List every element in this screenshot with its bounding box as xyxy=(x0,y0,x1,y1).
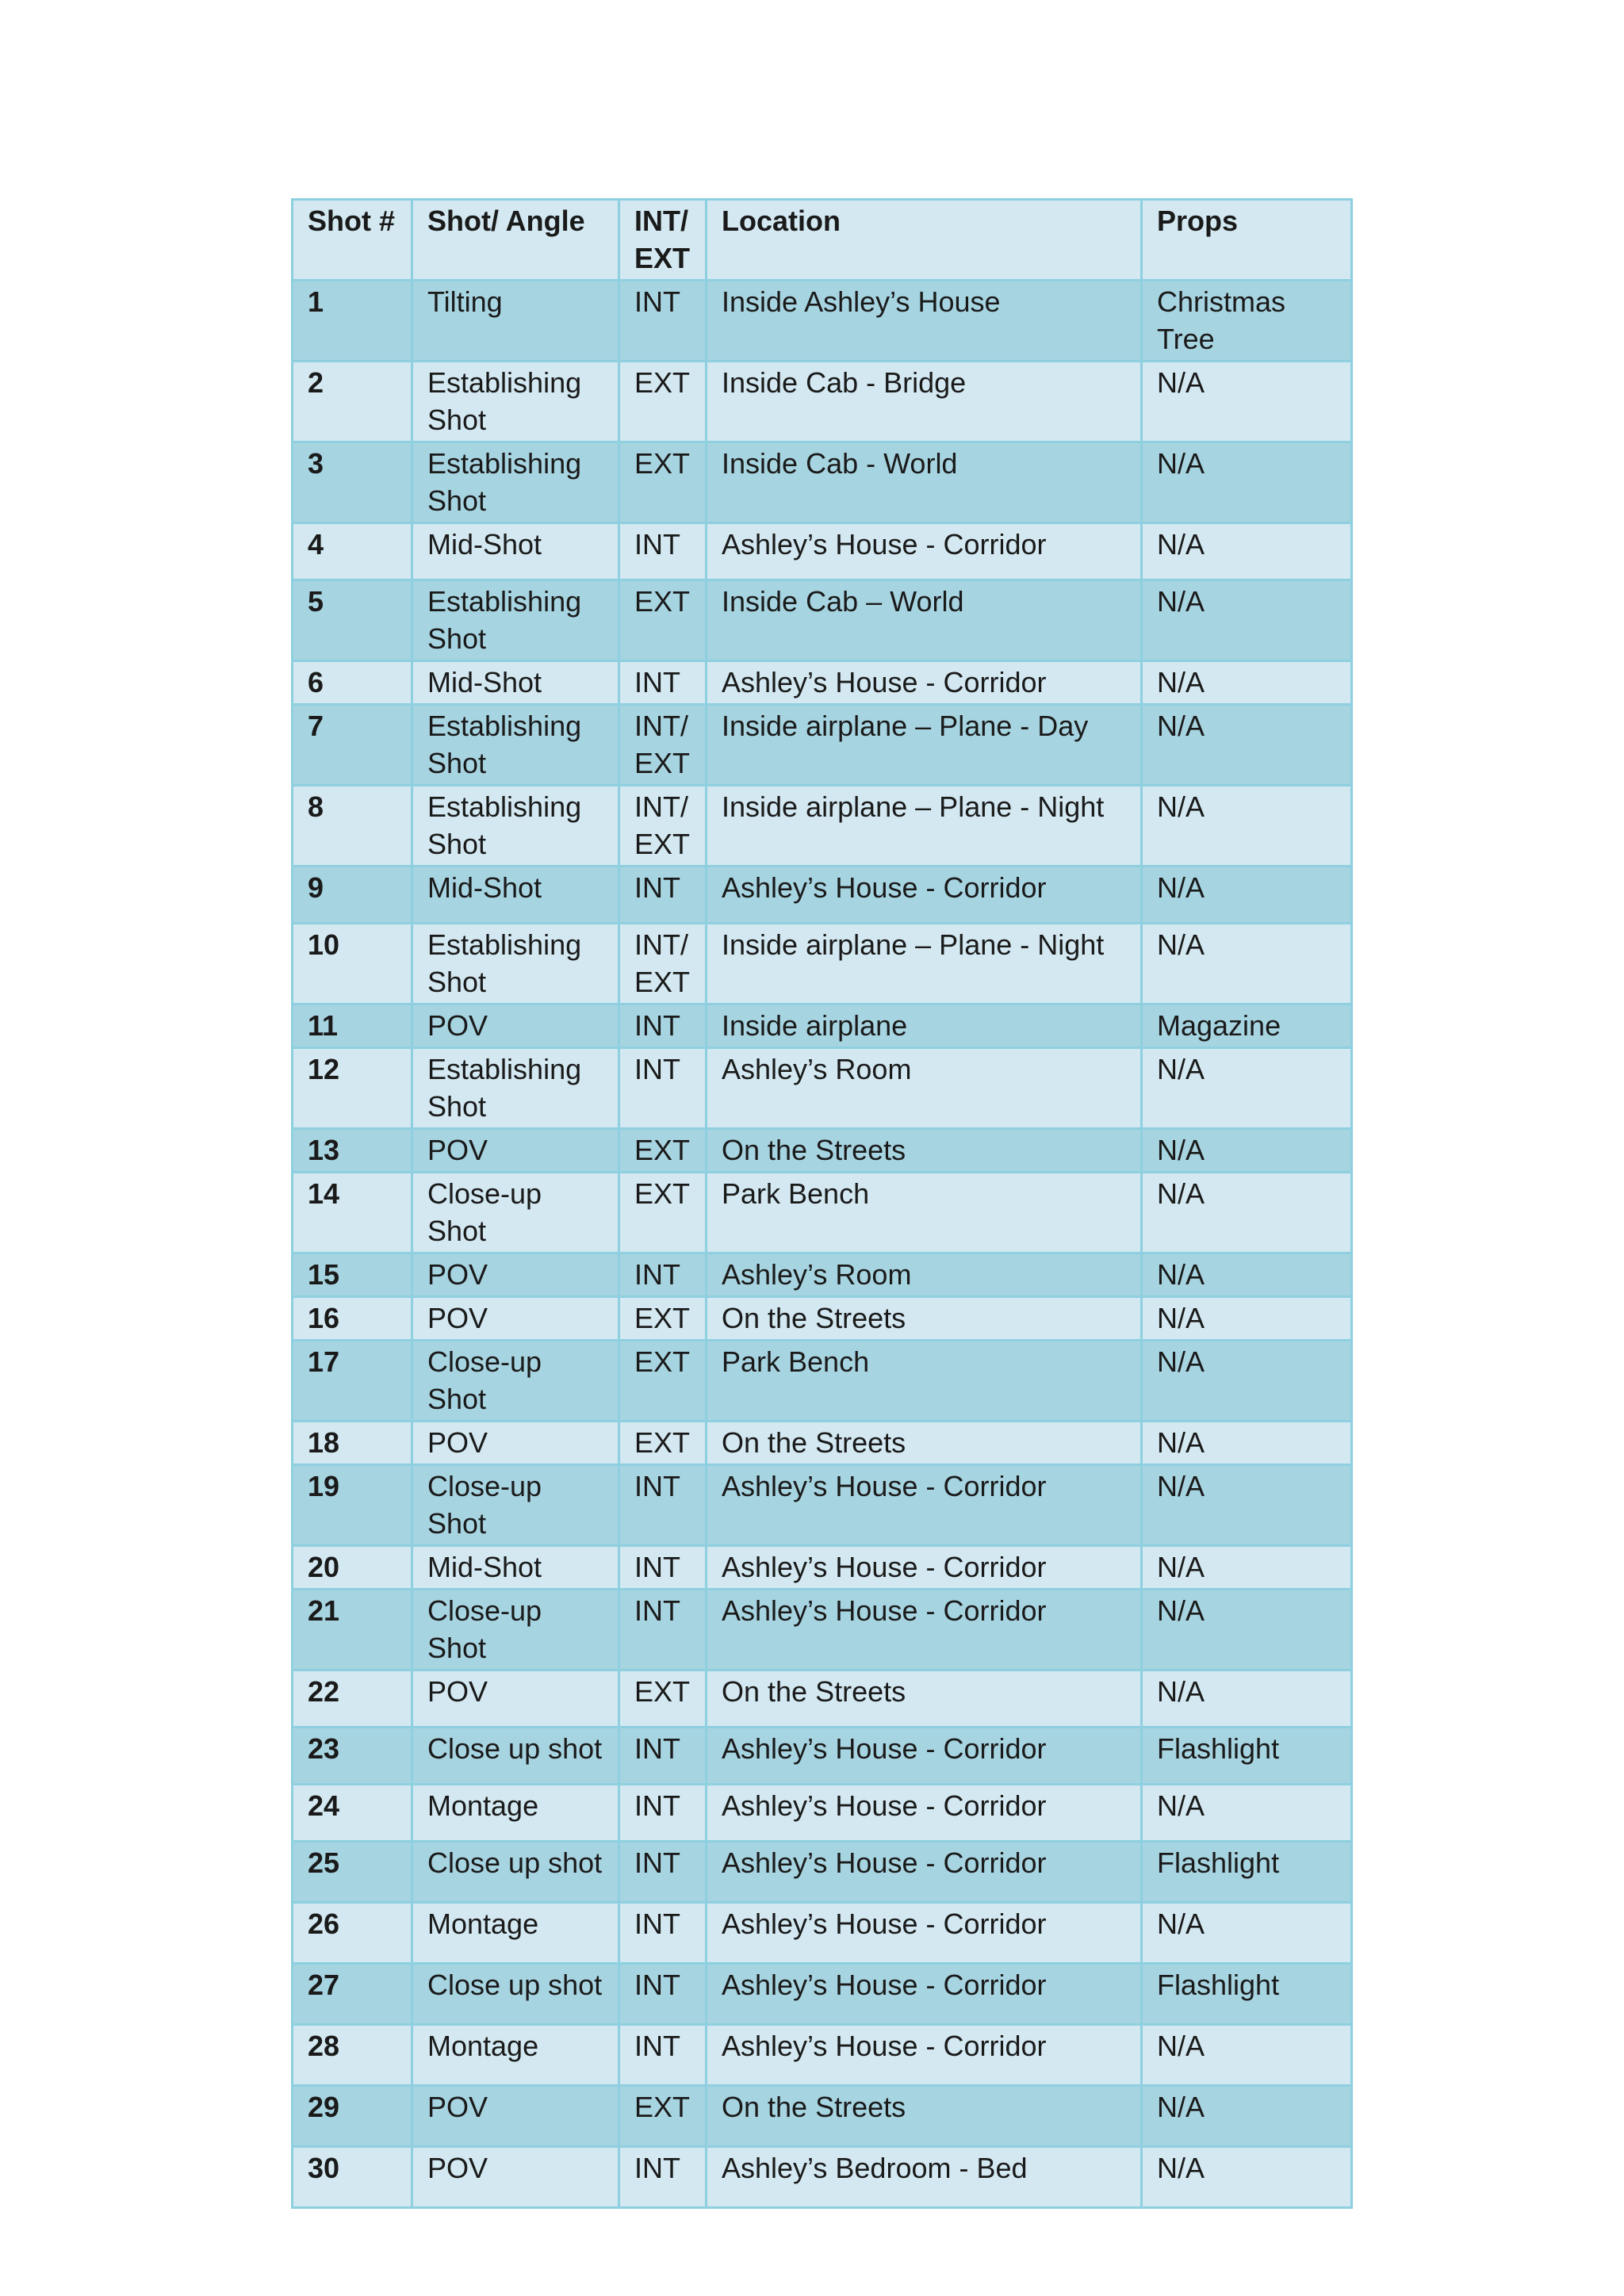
table-row xyxy=(293,1670,1352,1728)
table-row xyxy=(293,1173,1352,1253)
cell-shot-angle: Establishing Shot xyxy=(412,705,619,786)
cell-shot-angle: POV xyxy=(412,1297,619,1341)
cell-shot-angle: POV xyxy=(412,1670,619,1728)
shot-list-table xyxy=(291,198,1353,2209)
cell-location: Inside Cab - World xyxy=(707,442,1142,523)
cell-int-ext: INT xyxy=(619,1590,707,1670)
cell-props: N/A xyxy=(1142,1546,1352,1590)
cell-int-ext: INT xyxy=(619,1004,707,1048)
cell-shot-angle: POV xyxy=(412,1004,619,1048)
cell-shot-number: 26 xyxy=(293,1903,412,1964)
cell-shot-angle: POV xyxy=(412,1129,619,1173)
cell-shot-angle: Close-up Shot xyxy=(412,1590,619,1670)
cell-shot-angle: POV xyxy=(412,1422,619,1465)
cell-int-ext: INT xyxy=(619,867,707,924)
cell-location: Ashley’s House - Corridor xyxy=(707,1590,1142,1670)
cell-props: N/A xyxy=(1142,1173,1352,1253)
cell-props: N/A xyxy=(1142,2147,1352,2208)
cell-int-ext: EXT xyxy=(619,1297,707,1341)
header-props: Props xyxy=(1142,200,1352,281)
cell-props: N/A xyxy=(1142,2025,1352,2086)
cell-shot-angle: Close-up Shot xyxy=(412,1173,619,1253)
cell-location: Ashley’s House - Corridor xyxy=(707,1842,1142,1903)
cell-shot-number: 27 xyxy=(293,1964,412,2025)
cell-shot-angle: Close up shot xyxy=(412,1964,619,2025)
cell-int-ext: EXT xyxy=(619,1173,707,1253)
header-shot-angle: Shot/ Angle xyxy=(412,200,619,281)
cell-props: N/A xyxy=(1142,1903,1352,1964)
cell-props: Christmas Tree xyxy=(1142,281,1352,362)
cell-int-ext: INT xyxy=(619,1785,707,1842)
cell-shot-number: 24 xyxy=(293,1785,412,1842)
table-row xyxy=(293,924,1352,1004)
cell-shot-number: 28 xyxy=(293,2025,412,2086)
cell-shot-angle: Establishing Shot xyxy=(412,442,619,523)
table-row xyxy=(293,1422,1352,1465)
table-row xyxy=(293,1903,1352,1964)
cell-location: Ashley’s House - Corridor xyxy=(707,1785,1142,1842)
cell-int-ext: INT xyxy=(619,1465,707,1546)
table-row xyxy=(293,362,1352,442)
cell-int-ext: INT xyxy=(619,2025,707,2086)
cell-shot-angle: Close-up Shot xyxy=(412,1341,619,1422)
cell-int-ext: INT/ EXT xyxy=(619,705,707,786)
cell-props: N/A xyxy=(1142,1253,1352,1297)
cell-shot-angle: Establishing Shot xyxy=(412,924,619,1004)
cell-shot-angle: Establishing Shot xyxy=(412,786,619,867)
cell-int-ext: EXT xyxy=(619,362,707,442)
cell-location: Ashley’s House - Corridor xyxy=(707,1903,1142,1964)
cell-int-ext: INT xyxy=(619,661,707,705)
cell-props: N/A xyxy=(1142,442,1352,523)
cell-location: Inside airplane – Plane - Night xyxy=(707,786,1142,867)
cell-shot-number: 16 xyxy=(293,1297,412,1341)
cell-shot-number: 29 xyxy=(293,2086,412,2147)
cell-shot-number: 14 xyxy=(293,1173,412,1253)
cell-shot-angle: POV xyxy=(412,2147,619,2208)
cell-location: Ashley’s House - Corridor xyxy=(707,1728,1142,1785)
cell-int-ext: EXT xyxy=(619,1341,707,1422)
cell-shot-angle: Establishing Shot xyxy=(412,1048,619,1129)
cell-props: N/A xyxy=(1142,661,1352,705)
cell-shot-number: 4 xyxy=(293,523,412,580)
cell-int-ext: INT xyxy=(619,2147,707,2208)
table-row xyxy=(293,1590,1352,1670)
table-row xyxy=(293,1253,1352,1297)
table-row xyxy=(293,1842,1352,1903)
cell-shot-angle: Mid-Shot xyxy=(412,1546,619,1590)
header-location: Location xyxy=(707,200,1142,281)
table-row xyxy=(293,1728,1352,1785)
cell-shot-angle: Mid-Shot xyxy=(412,867,619,924)
table-row xyxy=(293,1048,1352,1129)
cell-props: N/A xyxy=(1142,1422,1352,1465)
cell-props: Magazine xyxy=(1142,1004,1352,1048)
cell-location: Ashley’s House - Corridor xyxy=(707,1964,1142,2025)
cell-shot-number: 13 xyxy=(293,1129,412,1173)
table-row xyxy=(293,1129,1352,1173)
cell-shot-angle: Tilting xyxy=(412,281,619,362)
cell-int-ext: INT/ EXT xyxy=(619,924,707,1004)
table-row xyxy=(293,1785,1352,1842)
cell-props: Flashlight xyxy=(1142,1842,1352,1903)
cell-props: N/A xyxy=(1142,867,1352,924)
cell-location: On the Streets xyxy=(707,1129,1142,1173)
table-row xyxy=(293,281,1352,362)
cell-int-ext: EXT xyxy=(619,1422,707,1465)
cell-shot-angle: Montage xyxy=(412,1903,619,1964)
cell-props: N/A xyxy=(1142,1670,1352,1728)
cell-props: N/A xyxy=(1142,1048,1352,1129)
table-row xyxy=(293,2086,1352,2147)
cell-shot-number: 10 xyxy=(293,924,412,1004)
cell-int-ext: EXT xyxy=(619,1670,707,1728)
cell-shot-number: 11 xyxy=(293,1004,412,1048)
cell-shot-number: 18 xyxy=(293,1422,412,1465)
cell-shot-number: 15 xyxy=(293,1253,412,1297)
cell-int-ext: INT xyxy=(619,1048,707,1129)
cell-location: Ashley’s Room xyxy=(707,1048,1142,1129)
cell-shot-number: 9 xyxy=(293,867,412,924)
cell-shot-number: 8 xyxy=(293,786,412,867)
table-row xyxy=(293,1465,1352,1546)
cell-shot-number: 20 xyxy=(293,1546,412,1590)
cell-shot-angle: Close up shot xyxy=(412,1728,619,1785)
table-row xyxy=(293,1341,1352,1422)
cell-props: N/A xyxy=(1142,362,1352,442)
cell-props: N/A xyxy=(1142,523,1352,580)
cell-location: Ashley’s Bedroom - Bed xyxy=(707,2147,1142,2208)
cell-location: Inside airplane xyxy=(707,1004,1142,1048)
cell-shot-number: 3 xyxy=(293,442,412,523)
cell-location: Ashley’s House - Corridor xyxy=(707,1546,1142,1590)
cell-props: N/A xyxy=(1142,1341,1352,1422)
cell-shot-number: 22 xyxy=(293,1670,412,1728)
header-int-ext: INT/ EXT xyxy=(619,200,707,281)
cell-props: N/A xyxy=(1142,1785,1352,1842)
cell-shot-angle: Establishing Shot xyxy=(412,362,619,442)
table-row xyxy=(293,1004,1352,1048)
cell-location: Ashley’s House - Corridor xyxy=(707,1465,1142,1546)
cell-int-ext: INT xyxy=(619,1964,707,2025)
cell-shot-number: 2 xyxy=(293,362,412,442)
cell-int-ext: INT xyxy=(619,1728,707,1785)
cell-location: Ashley’s House - Corridor xyxy=(707,867,1142,924)
cell-int-ext: INT xyxy=(619,1842,707,1903)
cell-location: Inside Cab - Bridge xyxy=(707,362,1142,442)
cell-props: N/A xyxy=(1142,705,1352,786)
table-row xyxy=(293,1964,1352,2025)
cell-props: N/A xyxy=(1142,1297,1352,1341)
cell-props: Flashlight xyxy=(1142,1964,1352,2025)
cell-props: N/A xyxy=(1142,1590,1352,1670)
table-row xyxy=(293,2147,1352,2208)
cell-shot-number: 1 xyxy=(293,281,412,362)
cell-int-ext: INT xyxy=(619,523,707,580)
cell-props: N/A xyxy=(1142,1129,1352,1173)
table-row xyxy=(293,867,1352,924)
cell-shot-angle: Montage xyxy=(412,2025,619,2086)
cell-shot-number: 5 xyxy=(293,580,412,661)
table-row xyxy=(293,580,1352,661)
cell-location: Inside airplane – Plane - Night xyxy=(707,924,1142,1004)
cell-location: Inside Cab – World xyxy=(707,580,1142,661)
cell-location: On the Streets xyxy=(707,1670,1142,1728)
cell-int-ext: EXT xyxy=(619,442,707,523)
cell-shot-number: 17 xyxy=(293,1341,412,1422)
table-row xyxy=(293,2025,1352,2086)
cell-props: N/A xyxy=(1142,786,1352,867)
cell-shot-angle: POV xyxy=(412,1253,619,1297)
cell-shot-number: 21 xyxy=(293,1590,412,1670)
cell-props: N/A xyxy=(1142,1465,1352,1546)
cell-int-ext: INT xyxy=(619,1546,707,1590)
table-row xyxy=(293,1546,1352,1590)
cell-shot-number: 6 xyxy=(293,661,412,705)
cell-shot-number: 7 xyxy=(293,705,412,786)
cell-location: Inside airplane – Plane - Day xyxy=(707,705,1142,786)
table-row xyxy=(293,705,1352,786)
table-row xyxy=(293,1297,1352,1341)
cell-shot-angle: Close up shot xyxy=(412,1842,619,1903)
cell-location: Ashley’s Room xyxy=(707,1253,1142,1297)
cell-props: N/A xyxy=(1142,924,1352,1004)
cell-shot-number: 19 xyxy=(293,1465,412,1546)
cell-location: Park Bench xyxy=(707,1173,1142,1253)
cell-int-ext: EXT xyxy=(619,580,707,661)
cell-location: Ashley’s House - Corridor xyxy=(707,2025,1142,2086)
cell-location: On the Streets xyxy=(707,1297,1142,1341)
cell-int-ext: EXT xyxy=(619,2086,707,2147)
cell-shot-number: 25 xyxy=(293,1842,412,1903)
cell-int-ext: INT xyxy=(619,1903,707,1964)
header-shot-number: Shot # xyxy=(293,200,412,281)
cell-shot-angle: POV xyxy=(412,2086,619,2147)
cell-int-ext: INT xyxy=(619,1253,707,1297)
cell-location: On the Streets xyxy=(707,2086,1142,2147)
cell-location: On the Streets xyxy=(707,1422,1142,1465)
cell-location: Inside Ashley’s House xyxy=(707,281,1142,362)
cell-props: Flashlight xyxy=(1142,1728,1352,1785)
cell-location: Ashley’s House - Corridor xyxy=(707,661,1142,705)
cell-shot-number: 12 xyxy=(293,1048,412,1129)
table-row xyxy=(293,442,1352,523)
cell-int-ext: INT xyxy=(619,281,707,362)
cell-shot-number: 23 xyxy=(293,1728,412,1785)
cell-shot-angle: Mid-Shot xyxy=(412,661,619,705)
table-header-row xyxy=(293,200,1352,281)
cell-props: N/A xyxy=(1142,2086,1352,2147)
cell-location: Park Bench xyxy=(707,1341,1142,1422)
table-row xyxy=(293,786,1352,867)
cell-shot-angle: Establishing Shot xyxy=(412,580,619,661)
cell-int-ext: INT/ EXT xyxy=(619,786,707,867)
cell-int-ext: EXT xyxy=(619,1129,707,1173)
cell-shot-angle: Montage xyxy=(412,1785,619,1842)
cell-location: Ashley’s House - Corridor xyxy=(707,523,1142,580)
cell-props: N/A xyxy=(1142,580,1352,661)
cell-shot-angle: Mid-Shot xyxy=(412,523,619,580)
cell-shot-angle: Close-up Shot xyxy=(412,1465,619,1546)
table-row xyxy=(293,661,1352,705)
cell-shot-number: 30 xyxy=(293,2147,412,2208)
table-row xyxy=(293,523,1352,580)
